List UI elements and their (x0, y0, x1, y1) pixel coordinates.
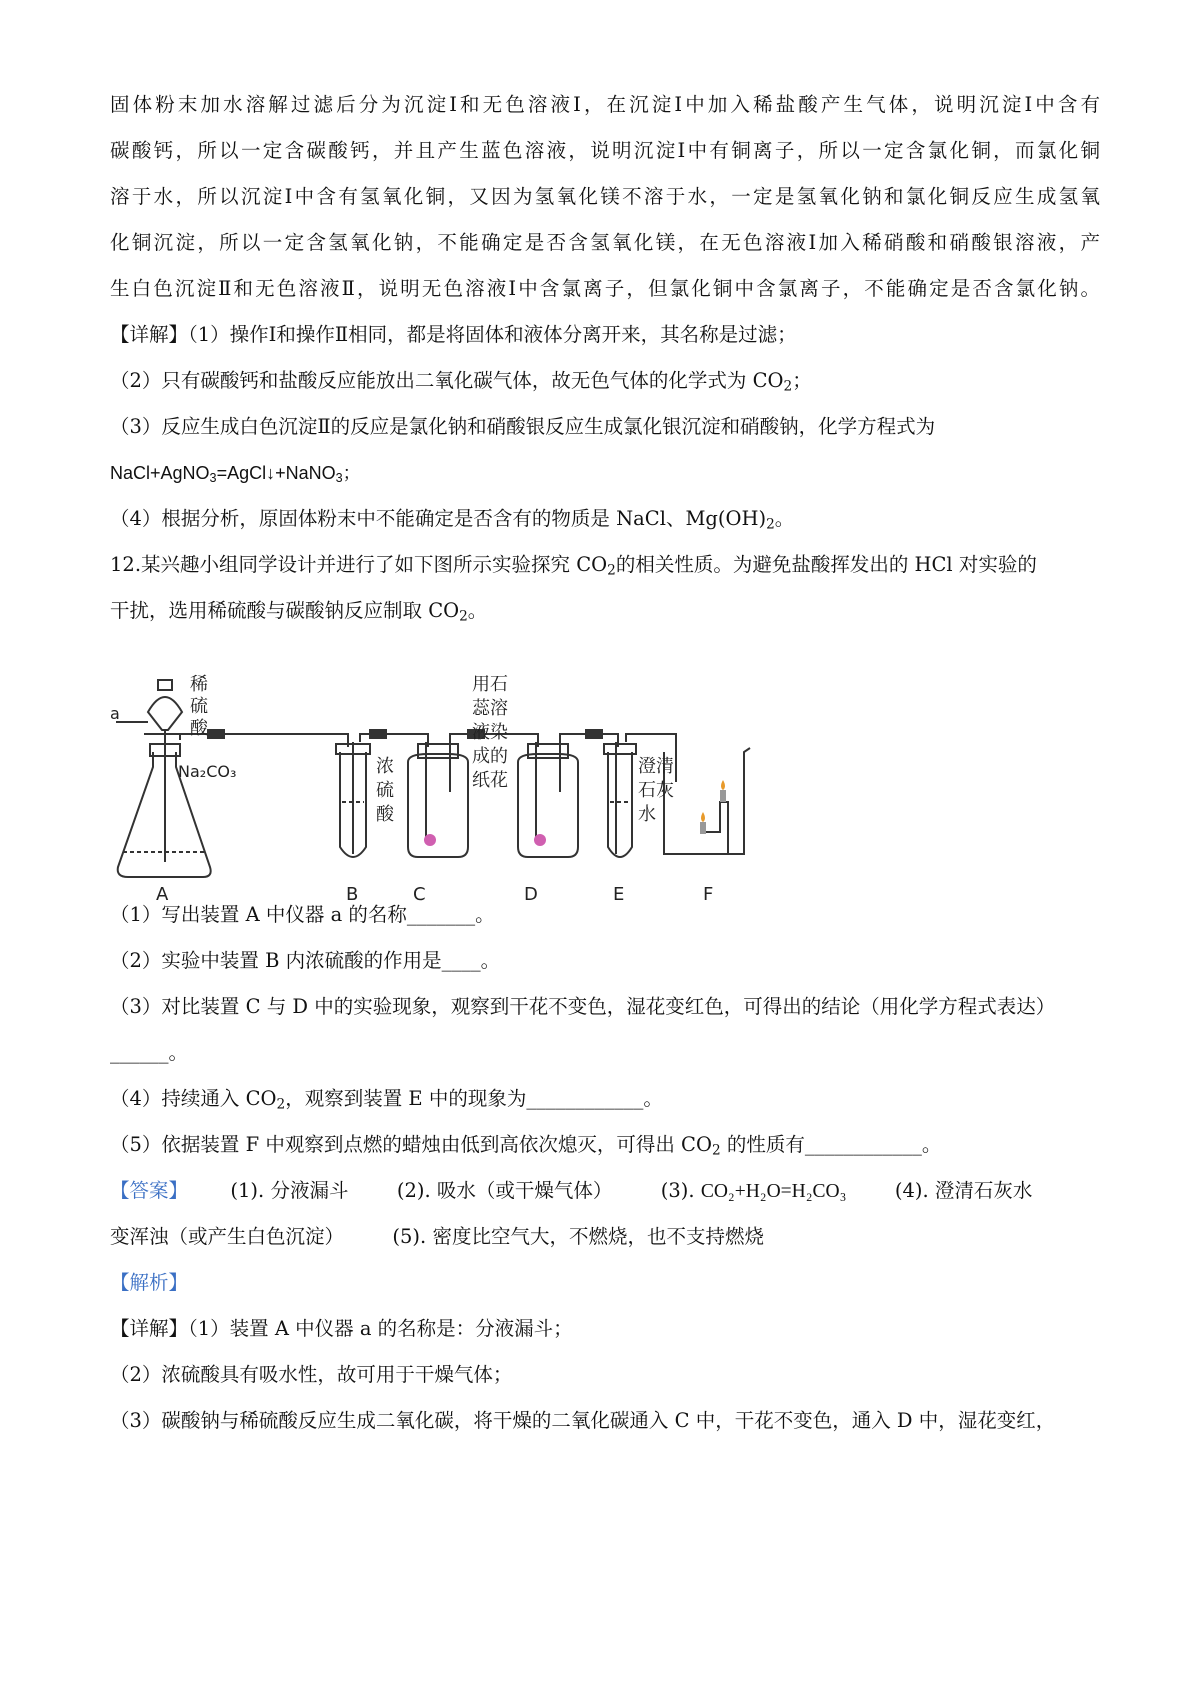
q12-stem-text: 的相关性质。为避免盐酸挥发出的 HCl 对实验的 (615, 553, 1037, 576)
flower-label-5: 纸花 (472, 770, 508, 791)
answer-tag: 【答案】 (110, 1179, 189, 1202)
detail11-line-1: 【详解】（1）操作Ⅰ和操作Ⅱ相同，都是将固体和液体分离开来，其名称是过滤； (110, 323, 797, 346)
limewater-label-2: 石灰 (638, 780, 674, 801)
flower-label-2: 蕊溶 (472, 698, 508, 719)
jiexi-tag: 【解析】 (110, 1271, 189, 1294)
candle-low (700, 822, 706, 834)
eq-part: NaCl+AgNO (110, 463, 210, 483)
q12-part-4 (110, 1084, 1100, 1119)
apparatus-label-d: D (524, 884, 538, 905)
acid-label-2: 硫 (190, 696, 208, 717)
na2co3-label: Na₂CO₃ (178, 762, 237, 781)
analysis-line-5: 生白色沉淀Ⅱ和无色溶液Ⅱ，说明无色溶液Ⅰ中含氯离子，但氯化铜中含氯离子，不能确定是否含氯化钠。 (110, 277, 1100, 300)
analysis-line-1: 固体粉末加水溶解过滤后分为沉淀Ⅰ和无色溶液Ⅰ，在沉淀Ⅰ中加入稀盐酸产生气体，说明沉淀Ⅰ中含有 (110, 93, 1100, 116)
analysis-line-3: 溶于水，所以沉淀Ⅰ中含有氢氧化铜，又因为氢氧化镁不溶于水，一定是氢氧化钠和氯化铜反应生成氢氧 (110, 185, 1100, 208)
subscript: 3 (335, 471, 343, 486)
apparatus-label-a: A (156, 884, 169, 905)
answer-5: (5). 密度比空气大，不燃烧，也不支持燃烧 (392, 1225, 764, 1248)
apparatus-svg (108, 672, 714, 932)
q12-stem-line-1 (110, 550, 1100, 585)
apparatus-label-e: E (613, 884, 625, 905)
flower-label-1: 用石 (472, 674, 508, 695)
subscript: 2 (766, 516, 775, 533)
acid-label-3: 酸 (190, 718, 208, 739)
apparatus-diagram (108, 672, 714, 932)
separatory-funnel (148, 697, 182, 730)
flower-label-3: 液染 (472, 722, 508, 743)
subscript: 2 (276, 1096, 286, 1113)
q12-part-4-text: （4）持续通入 CO (110, 1087, 277, 1110)
jiexi-line-1: 【详解】（1）装置 A 中仪器 a 的名称是：分液漏斗； (110, 1317, 573, 1340)
q12-part-4-text: ，观察到装置 E 中的现象为____________。 (285, 1087, 663, 1110)
detail11-equation (110, 458, 1100, 493)
test-tube-e (608, 752, 632, 857)
q12-part-1: （1）写出装置 A 中仪器 a 的名称_______。 (110, 903, 495, 926)
q12-stem-text: 12.某兴趣小组同学设计并进行了如下图所示实验探究 CO (110, 553, 608, 576)
detail11-line-2 (110, 366, 1100, 401)
subscript: 2 (459, 608, 468, 625)
analysis-line-2: 碳酸钙，所以一定含碳酸钙，并且产生蓝色溶液，说明沉淀Ⅰ中有铜离子，所以一定含氯化铜，而氯化铜 (110, 139, 1100, 162)
q12-stem-line-2 (110, 596, 1100, 631)
bottle-d (518, 754, 578, 857)
q12-part-2: （2）实验中装置 B 内浓硫酸的作用是____。 (110, 949, 501, 972)
punct: 。 (467, 599, 488, 622)
answer-3-num: (3). (660, 1179, 695, 1202)
q12-part-5-text: （5）依据装置 F 中观察到点燃的蜡烛由低到高依次熄灭，可得出 CO (110, 1133, 712, 1156)
limewater-label-1: 澄清 (638, 756, 674, 777)
jiexi-line-2: （2）浓硫酸具有吸水性，故可用于干燥气体； (110, 1363, 513, 1386)
label-a: a (110, 704, 120, 723)
answer-2: (2). 吸水（或干燥气体） (396, 1179, 613, 1202)
h2so4-label-2: 硫 (376, 780, 394, 801)
q12-part-3-blank: ______。 (110, 1041, 189, 1064)
subscript: 2 (711, 1142, 721, 1159)
apparatus-label-f: F (703, 884, 714, 905)
punct: ； (792, 369, 812, 392)
punct: ； (342, 463, 361, 483)
bottle-c (408, 754, 468, 857)
eq-part: =AgCl↓+NaNO (216, 463, 336, 483)
detail11-line-5 (110, 504, 1100, 539)
subscript: 3 (209, 471, 217, 486)
limewater-label-3: 水 (638, 804, 656, 825)
answer-4: (4). 澄清石灰水 (894, 1179, 1033, 1202)
answer-line-2 (110, 1222, 1100, 1252)
q12-part-5-text: 的性质有____________。 (720, 1133, 942, 1156)
q12-stem-text: 干扰，选用稀硫酸与碳酸钠反应制取 CO (110, 599, 460, 622)
detail11-line-3: （3）反应生成白色沉淀Ⅱ的反应是氯化钠和硝酸银反应生成氯化银沉淀和硝酸钠，化学方程式为 (110, 415, 936, 438)
apparatus-label-c: C (413, 884, 426, 905)
answer-3-equation: CO₂+H₂O=H₂CO₃ (700, 1181, 847, 1202)
h2so4-label-1: 浓 (376, 756, 394, 777)
subscript: 2 (783, 378, 793, 395)
answer-1: (1). 分液漏斗 (230, 1179, 349, 1202)
jiexi-line-3: （3）碳酸钠与稀硫酸反应生成二氧化碳，将干燥的二氧化碳通入 C 中，干花不变色，通入 D 中，湿花变红， (110, 1409, 1056, 1432)
acid-label-1: 稀 (190, 674, 208, 695)
analysis-line-4: 化铜沉淀，所以一定含氢氧化钠，不能确定是否含氢氧化镁，在无色溶液Ⅰ加入稀硝酸和硝酸银溶液，产 (110, 231, 1100, 254)
detail11-line-5-text: （4）根据分析，原固体粉末中不能确定是否含有的物质是 NaCl、Mg(OH) (110, 507, 767, 530)
q12-part-5 (110, 1130, 1100, 1165)
flower-c (424, 834, 436, 846)
candle-high (720, 790, 726, 802)
apparatus-label-b: B (346, 884, 359, 905)
h2so4-label-3: 酸 (376, 804, 394, 825)
flower-label-4: 成的 (472, 746, 508, 767)
flower-d (534, 834, 546, 846)
subscript: 2 (607, 562, 616, 579)
detail11-line-2-text: （2）只有碳酸钙和盐酸反应能放出二氧化碳气体，故无色气体的化学式为 CO (110, 369, 784, 392)
q12-part-3: （3）对比装置 C 与 D 中的实验现象，观察到干花不变色，湿花变红色，可得出的结论（用化学方程式表达） (110, 995, 1056, 1018)
punct: 。 (774, 507, 795, 530)
answer-4-cont: 变浑浊（或产生白色沉淀） (110, 1225, 345, 1248)
answer-line-1 (110, 1176, 1100, 1207)
